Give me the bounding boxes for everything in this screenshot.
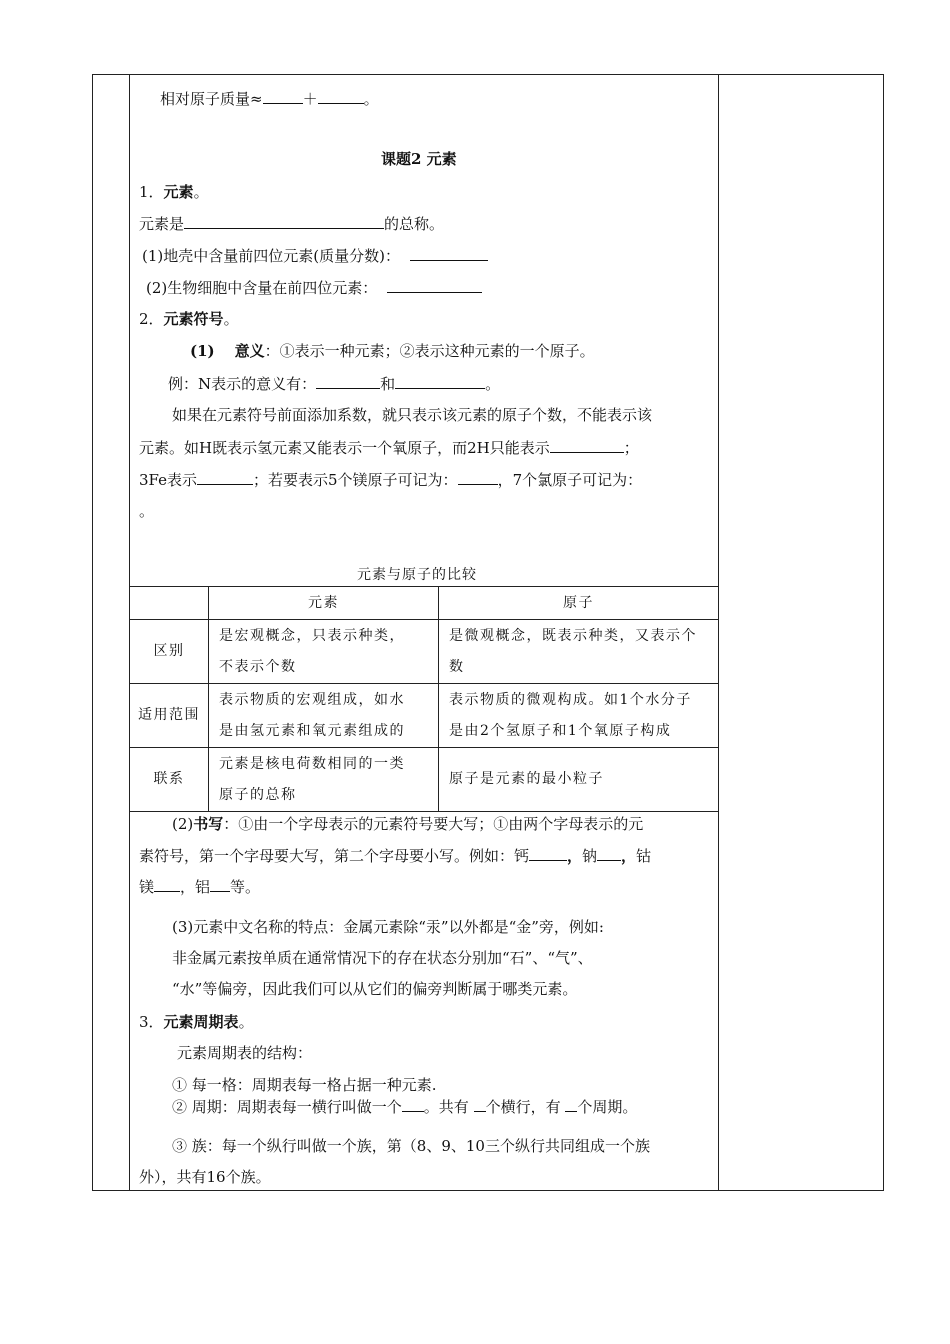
table-header-row — [130, 587, 719, 620]
row-label: 适用范围 — [130, 684, 209, 748]
crust-question: (1)地壳中含量前四位元素(质量分数)： — [142, 245, 488, 266]
comparison-table — [129, 586, 719, 812]
periodic-structure: 元素周期表的结构： — [177, 1044, 313, 1062]
table-row — [130, 684, 719, 748]
table-row — [130, 620, 719, 684]
atom-cell: 原子是元素的最小粒子 — [439, 748, 719, 812]
element-cell: 是宏观概念，只表示种类， 不表示个数 — [209, 620, 439, 684]
header-cell-element: 元素 — [209, 587, 439, 620]
cell-question: (2)生物细胞中含量在前四位元素： — [146, 277, 482, 298]
section-3-heading: 3．元素周期表。 — [139, 1013, 254, 1031]
names-line-3: “水”等偏旁，因此我们可以从它们的偏旁判断属于哪类元素。 — [172, 980, 578, 998]
symbol-example: 例：N表示的意义有： 和 。 — [168, 375, 501, 393]
periodic-item-group-line-2: 外），共有16个族。 — [139, 1168, 271, 1186]
relative-mass-line: 相对原子质量≈ ＋ 。 — [160, 90, 379, 108]
atom-cell: 是微观概念，既表示种类，又表示个 数 — [439, 620, 719, 684]
row-label: 区别 — [130, 620, 209, 684]
coefficient-paragraph-line-2: 元素。如H既表示氢元素又能表示一个氧原子，而2H只能表示 ； — [139, 439, 639, 457]
table-row — [130, 748, 719, 812]
names-line-2: 非金属元素按单质在通常情况下的存在状态分别加“石”、“气”、 — [172, 949, 593, 967]
atom-cell: 表示物质的微观构成。如1个水分子 是由2个氢原子和1个氧原子构成 — [439, 684, 719, 748]
section-2-heading: 2．元素符号。 — [139, 310, 239, 328]
writing-rule-line-1: (2)书写：①由一个字母表示的元素符号要大写；①由两个字母表示的元 — [172, 815, 644, 833]
periodic-item-group-line-1: ③ 族：每一个纵行叫做一个族，第（8、9、10三个纵行共同组成一个族 — [172, 1137, 650, 1155]
row-label: 联系 — [130, 748, 209, 812]
coefficient-paragraph-line-3: 3Fe表示 ；若要表示5个镁原子可记为： ，7个氯原子可记为： — [139, 471, 643, 489]
element-cell: 表示物质的宏观组成，如水 是由氢元素和氧元素组成的 — [209, 684, 439, 748]
header-cell-empty — [130, 587, 209, 620]
section-1-heading: 1．元素。 — [139, 183, 209, 201]
periodic-item-cell: ① 每一格：周期表每一格占据一种元素. — [172, 1076, 437, 1094]
comparison-caption: 元素与原子的比较 — [357, 567, 477, 583]
element-definition: 元素是 的总称。 — [139, 215, 445, 233]
coefficient-paragraph-line-1: 如果在元素符号前面添加系数，就只表示该元素的原子个数，不能表示该 — [172, 406, 653, 424]
periodic-item-period: ② 周期：周期表每一横行叫做一个 。共有 个横行，有 个周期。 — [172, 1098, 638, 1116]
writing-rule-line-2: 素符号，第一个字母要大写，第二个字母要小写。例如：钙 ，钠 ，钴 — [139, 847, 652, 865]
header-cell-atom: 原子 — [439, 587, 719, 620]
names-line-1: (3)元素中文名称的特点：金属元素除“汞”以外都是“金”旁，例如: — [172, 918, 604, 936]
section-title: 课题2 元素 — [381, 150, 457, 168]
coefficient-paragraph-line-4: 。 — [139, 502, 155, 520]
writing-rule-line-3: 镁 ，铝 等。 — [139, 878, 261, 896]
symbol-meaning: (1) 意义：①表示一种元素；②表示这种元素的一个原子。 — [190, 342, 595, 360]
element-cell: 元素是核电荷数相同的一类 原子的总称 — [209, 748, 439, 812]
